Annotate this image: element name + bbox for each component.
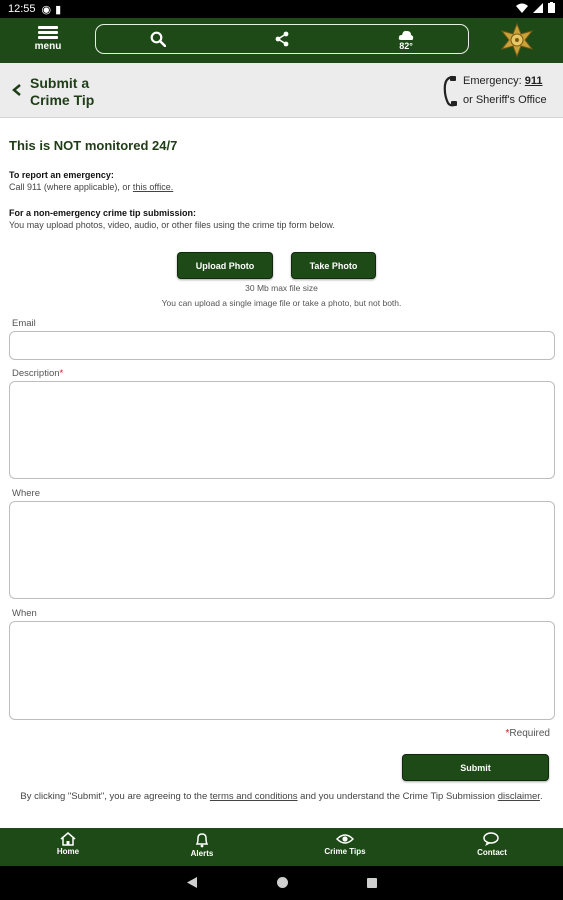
max-size-note: 30 Mb max file size	[245, 283, 318, 293]
description-label: Description*	[12, 368, 64, 379]
where-label: Where	[12, 488, 40, 499]
this-office-link[interactable]: this office.	[132, 182, 174, 192]
system-back-icon[interactable]	[186, 876, 198, 894]
bell-icon	[194, 832, 210, 848]
menu-label: menu	[34, 41, 62, 52]
app-header	[0, 18, 563, 63]
weather-icon	[398, 28, 414, 42]
nav-alerts[interactable]: Alerts	[167, 832, 237, 858]
emergency-heading: To report an emergency:	[9, 170, 114, 180]
emergency-instructions: Call 911 (where applicable), or this office.	[9, 182, 174, 192]
status-time: 12:55	[8, 3, 36, 15]
disclaimer-link[interactable]: disclaimer	[497, 791, 540, 802]
email-field[interactable]	[9, 331, 555, 360]
disclaimer-text: By clicking "Submit", you are agreeing to the terms and conditions and you understand the Crime Tip Submission disclaimer.	[20, 791, 543, 802]
terms-link[interactable]: terms and conditions	[209, 791, 298, 802]
sheriff-office-link[interactable]: or Sheriff's Office	[463, 94, 547, 106]
submit-button[interactable]: Submit	[402, 754, 549, 781]
share-icon	[274, 31, 290, 47]
required-asterisk: *	[59, 368, 64, 379]
monitoring-warning: This is NOT monitored 24/7	[9, 138, 178, 153]
chat-icon	[483, 832, 501, 847]
sheriff-star-badge[interactable]	[499, 22, 535, 58]
when-field[interactable]	[9, 621, 555, 720]
search-icon	[150, 31, 166, 47]
bottom-navigation	[0, 828, 563, 866]
weather-temperature: 82°	[399, 40, 413, 51]
system-navigation-bar	[0, 866, 563, 900]
description-field[interactable]	[9, 381, 555, 479]
status-bar	[0, 0, 563, 18]
emergency-number-link[interactable]: 911	[524, 75, 543, 87]
nonemergency-instructions: You may upload photos, video, audio, or other files using the crime tip form below.	[9, 220, 335, 230]
nav-home[interactable]: Home	[33, 832, 103, 856]
nav-contact[interactable]: Contact	[457, 832, 527, 857]
back-button[interactable]	[10, 79, 24, 101]
weather-button[interactable]	[386, 25, 426, 53]
email-label: Email	[12, 318, 36, 329]
battery-icon	[548, 2, 555, 16]
search-button[interactable]	[138, 25, 178, 53]
sim-card-icon: ▮	[55, 3, 62, 16]
share-button[interactable]	[262, 25, 302, 53]
notification-icon: ◉	[41, 3, 52, 16]
required-note: *Required	[505, 728, 550, 739]
nonemergency-heading: For a non-emergency crime tip submission:	[9, 208, 197, 218]
when-label: When	[12, 608, 37, 619]
crime-tip-form-page	[0, 118, 563, 828]
single-file-note: You can upload a single image file or take a photo, but not both.	[161, 298, 402, 308]
system-home-icon[interactable]	[276, 876, 289, 894]
nav-crime-tips[interactable]: Crime Tips	[310, 832, 380, 856]
wifi-icon	[516, 3, 528, 16]
upload-photo-button[interactable]: Upload Photo	[177, 252, 273, 279]
phone-icon[interactable]	[440, 75, 458, 107]
hamburger-icon	[38, 26, 58, 39]
signal-icon	[533, 3, 543, 16]
page-header	[0, 63, 563, 118]
page-title: Submit a Crime Tip	[30, 75, 95, 108]
home-icon	[60, 832, 76, 846]
emergency-line: Emergency: 911	[463, 75, 543, 87]
system-recents-icon[interactable]	[366, 876, 378, 894]
eye-icon	[336, 832, 354, 846]
header-action-bar	[95, 24, 469, 54]
take-photo-button[interactable]: Take Photo	[291, 252, 376, 279]
menu-button[interactable]	[28, 24, 68, 58]
where-field[interactable]	[9, 501, 555, 599]
chevron-left-icon	[10, 79, 24, 101]
